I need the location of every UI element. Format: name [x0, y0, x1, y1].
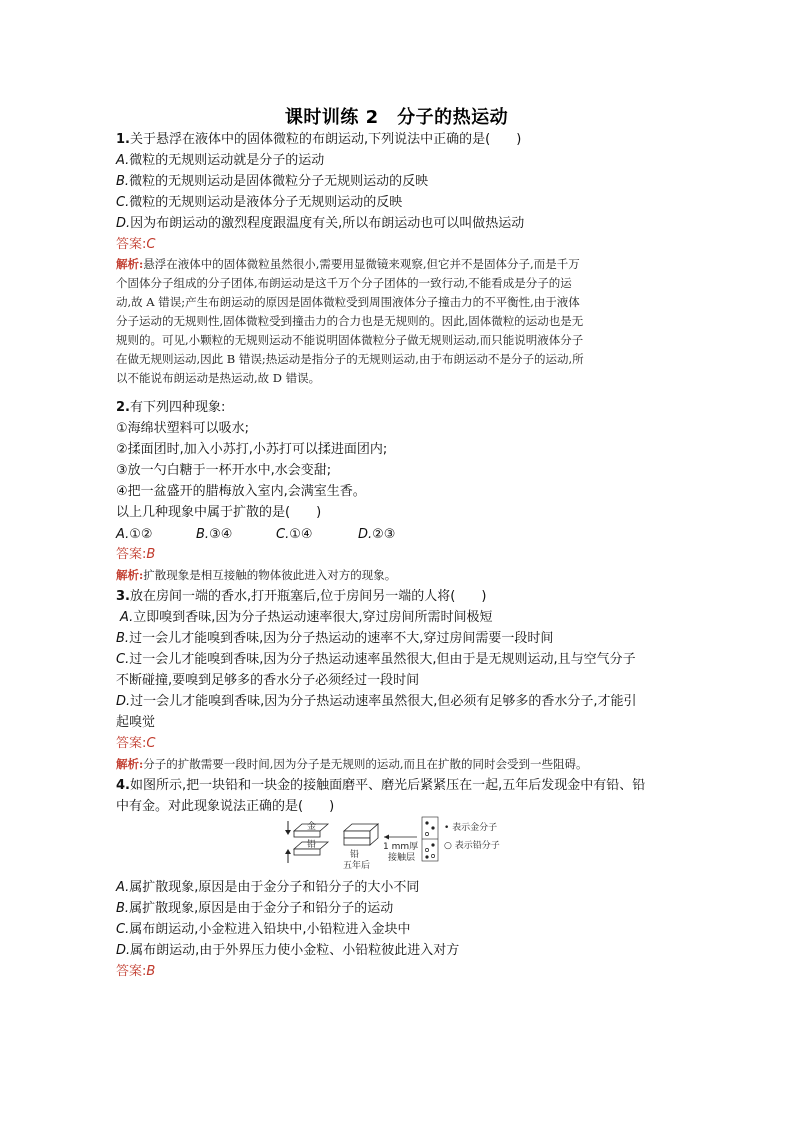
- q1-option-b: [116, 174, 428, 190]
- q1-option-c: [116, 195, 402, 211]
- q4-option-b: [116, 901, 393, 917]
- question-4-stem-cont: 中有金。对此现象说法正确的是( ): [116, 799, 335, 814]
- question-2-stem: [116, 400, 225, 416]
- option-letter: D.: [116, 216, 131, 231]
- q2-option-b: [196, 527, 276, 542]
- gold-block-label: 金: [307, 822, 317, 832]
- callout-arrowhead-icon: [384, 835, 389, 840]
- lead-block-label: 铅: [307, 840, 317, 850]
- q2-answer: [116, 547, 155, 563]
- question-number: 2.: [116, 400, 130, 415]
- legend-lead-molecule: ○ 表示铅分子: [444, 841, 500, 851]
- answer-label: 答案:: [116, 964, 147, 979]
- explanation-line: 个固体分子组成的分子团体,布朗运动是这千万个分子团体的一致行动,不能看成是分子的运: [116, 276, 572, 290]
- joined-lead-side: [344, 838, 370, 845]
- option-text: 因为布朗运动的激烈程度跟温度有关,所以布朗运动也可以叫做热运动: [130, 216, 525, 231]
- q2-option-d: [358, 527, 395, 542]
- question-number: 3.: [116, 589, 130, 604]
- option-text: 属扩散现象,原因是由于金分子和铅分子的大小不同: [129, 880, 420, 895]
- option-text: 微粒的无规则运动就是分子的运动: [129, 153, 325, 168]
- down-arrowhead-icon: [285, 830, 291, 835]
- question-text: 有下列四种现象:: [129, 400, 226, 415]
- gold-molecule: [425, 821, 428, 824]
- explanation-label: 解析:: [116, 257, 144, 271]
- q3-option-d-cont: 起嗅觉: [116, 715, 156, 730]
- joined-lead-label: 铅: [350, 850, 360, 860]
- q2-option-c: [276, 527, 358, 542]
- answer-label: 答案:: [116, 547, 147, 562]
- q2-item-1: ①海绵状塑料可以吸水;: [116, 421, 250, 436]
- question-1-stem: [116, 132, 521, 148]
- explanation-line: 分子运动的无规则性,固体微粒受到撞击力的合力也是无规则的。因此,固体微粒的运动也是无: [116, 314, 584, 328]
- option-letter: C.: [116, 195, 130, 210]
- five-years-label: 五年后: [343, 861, 371, 871]
- q2-option-a: [116, 527, 196, 542]
- option-letter: D.: [116, 943, 131, 958]
- q2-options: [116, 527, 395, 542]
- q2-question: 以上几种现象中属于扩散的是( ): [116, 505, 322, 520]
- explanation-line: [116, 257, 684, 271]
- option-letter: A.: [116, 880, 130, 895]
- up-arrowhead-icon: [285, 849, 291, 854]
- option-letter: B.: [196, 527, 210, 542]
- option-text: 过一会儿才能嗅到香味,因为分子热运动速率虽然很大,但必须有足够多的香水分子,才能引: [130, 694, 637, 709]
- question-text: 放在房间一端的香水,打开瓶塞后,位于房间另一端的人将( ): [129, 589, 487, 604]
- explanation-line: 规则的。可见,小颗粒的无规则运动不能说明固体微粒分子做无规则运动,而只能说明液体分子: [116, 333, 584, 347]
- option-text: 属布朗运动,小金粒进入铅块中,小铅粒进入金块中: [129, 922, 411, 937]
- q3-explanation: [116, 757, 684, 771]
- explanation-label: 解析:: [116, 568, 144, 582]
- option-text: 立即嗅到香味,因为分子热运动速率很大,穿过房间所需时间极短: [133, 610, 493, 625]
- option-letter: B.: [116, 174, 130, 189]
- explanation-text: 扩散现象是相互接触的物体彼此进入对方的现象。: [143, 568, 397, 582]
- q4-option-d: [116, 943, 459, 959]
- contact-layer-callout: [383, 817, 438, 863]
- q2-item-3: ③放一勺白糖于一杯开水中,水会变甜;: [116, 463, 332, 478]
- answer-label: 答案:: [116, 237, 147, 252]
- explanation-line: 在做无规则运动,因此 B 错误;热运动是指分子的无规则运动,由于布朗运动不是分子的运动,所: [116, 352, 584, 366]
- q2-explanation: [116, 568, 684, 582]
- joined-gold-side: [344, 831, 370, 838]
- q1-answer: [116, 237, 155, 253]
- option-text: ①④: [289, 527, 313, 542]
- answer-value: B: [146, 547, 156, 562]
- answer-value: C: [146, 736, 156, 751]
- gold-molecule: [425, 855, 428, 858]
- gold-molecule: [431, 826, 434, 829]
- option-letter: B.: [116, 901, 130, 916]
- question-number: 4.: [116, 778, 130, 793]
- explanation-text: 分子的扩散需要一段时间,因为分子是无规则的运动,而且在扩散的同时会受到一些阻碍。: [143, 757, 588, 771]
- option-letter: C.: [116, 922, 130, 937]
- option-text: 属扩散现象,原因是由于金分子和铅分子的运动: [129, 901, 394, 916]
- q1-option-d: [116, 216, 524, 232]
- option-text: ③④: [209, 527, 233, 542]
- explanation-line: 动,故 A 错误;产生布朗运动的原因是固体微粒受到周围液体分子撞击力的不平衡性,由于液体: [116, 295, 580, 309]
- layer-thickness-label: 1 mm厚: [383, 842, 419, 852]
- option-letter: A.: [116, 153, 130, 168]
- q2-item-2: ②揉面团时,加入小苏打,小苏打可以揉进面团内;: [116, 442, 388, 457]
- option-letter: A.: [116, 527, 130, 542]
- question-text: 关于悬浮在液体中的固体微粒的布朗运动,下列说法中正确的是( ): [129, 132, 522, 147]
- option-text: ①②: [129, 527, 153, 542]
- q4-option-c: [116, 922, 410, 938]
- q3-option-c: [116, 652, 636, 668]
- explanation-line: 以不能说布朗运动是热运动,故 D 错误。: [116, 371, 321, 385]
- q3-option-b: [116, 631, 553, 647]
- question-number: 1.: [116, 132, 130, 147]
- q1-option-a: [116, 153, 324, 169]
- option-text: 微粒的无规则运动是液体分子无规则运动的反映: [129, 195, 403, 210]
- question-4-stem: [116, 778, 645, 794]
- option-letter: D.: [116, 694, 131, 709]
- answer-value: C: [146, 237, 156, 252]
- option-letter: A.: [120, 610, 134, 625]
- q3-option-d: [116, 694, 637, 710]
- q4-answer: [116, 964, 155, 980]
- gold-lead-diffusion-figure: [282, 815, 522, 871]
- legend-gold-molecule: • 表示金分子: [444, 823, 498, 833]
- option-letter: C.: [116, 652, 130, 667]
- option-letter: B.: [116, 631, 130, 646]
- option-text: 过一会儿才能嗅到香味,因为分子热运动速率虽然很大,但由于是无规则运动,且与空气分子: [129, 652, 636, 667]
- q1-explanation: [116, 257, 684, 385]
- answer-value: B: [146, 964, 156, 979]
- after-five-years-diagram: [343, 824, 378, 871]
- question-text: 如图所示,把一块铅和一块金的接触面磨平、磨光后紧紧压在一起,五年后发现金中有铅、铅: [129, 778, 646, 793]
- q2-item-4: ④把一盆盛开的腊梅放入室内,会满室生香。: [116, 484, 366, 499]
- q3-option-a: [120, 610, 493, 626]
- answer-label: 答案:: [116, 736, 147, 751]
- q4-option-a: [116, 880, 419, 896]
- option-letter: C.: [276, 527, 290, 542]
- page-title: 课时训练 2 分子的热运动: [284, 107, 509, 128]
- figure-legend: [444, 821, 500, 851]
- explanation-text: 悬浮在液体中的固体微粒虽然很小,需要用显微镜来观察,但它并不是固体分子,而是千万: [143, 257, 580, 271]
- contact-layer-label: 接触层: [388, 853, 416, 863]
- gold-molecule: [431, 843, 434, 846]
- explanation-label: 解析:: [116, 757, 144, 771]
- option-text: 属布朗运动,由于外界压力使小金粒、小铅粒彼此进入对方: [130, 943, 460, 958]
- option-text: 过一会儿才能嗅到香味,因为分子热运动的速率不大,穿过房间需要一段时间: [129, 631, 554, 646]
- option-letter: D.: [358, 527, 373, 542]
- option-text: ②③: [372, 527, 396, 542]
- q3-option-c-cont: 不断碰撞,要嗅到足够多的香水分子必须经过一段时间: [116, 673, 420, 688]
- initial-blocks-diagram: [285, 820, 328, 863]
- q3-answer: [116, 736, 155, 752]
- option-text: 微粒的无规则运动是固体微粒分子无规则运动的反映: [129, 174, 429, 189]
- question-3-stem: [116, 589, 486, 605]
